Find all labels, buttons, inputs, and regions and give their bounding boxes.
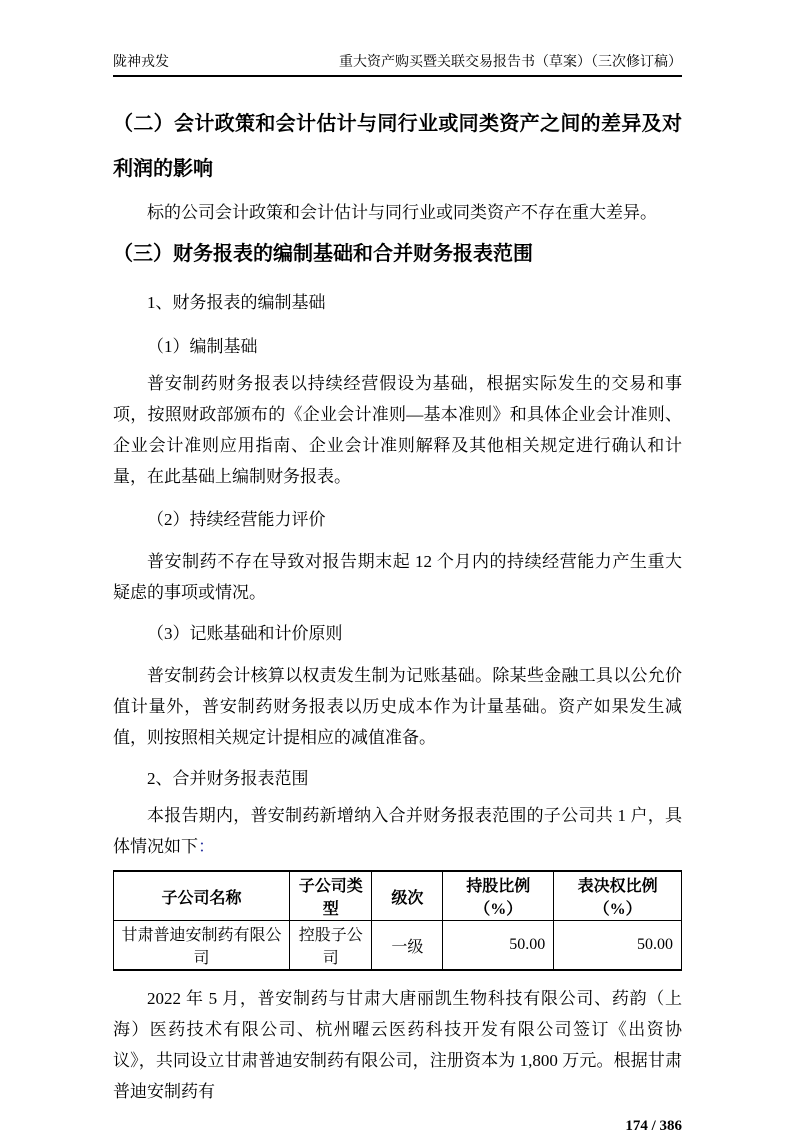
cell-voting-rights-ratio: 50.00	[554, 921, 682, 971]
item-heading-going-concern: （2）持续经营能力评价	[147, 510, 326, 529]
blue-colon: ：	[198, 837, 215, 856]
table-header-row	[114, 871, 682, 921]
col-header-subsidiary-type: 子公司类型	[290, 871, 372, 921]
cell-level: 一级	[372, 921, 443, 971]
subsection-heading-consolidation-scope: 2、合并财务报表范围	[147, 769, 309, 788]
header-document-title: 重大资产购买暨关联交易报告书（草案）（三次修订稿）	[339, 55, 682, 70]
col-header-subsidiary-name: 子公司名称	[114, 871, 290, 921]
cell-subsidiary-name: 甘肃普迪安制药有限公司	[114, 921, 290, 971]
header-company-name: 陇神戎发	[113, 55, 169, 70]
paragraph-going-concern: 普安制药不存在导致对报告期末起 12 个月内的持续经营能力产生重大疑虑的事项或情况。	[113, 552, 682, 602]
item-heading-bookkeeping-basis: （3）记账基础和计价原则	[147, 624, 343, 643]
paragraph-compilation-basis: 普安制药财务报表以持续经营假设为基础，根据实际发生的交易和事项，按照财政部颁布的《企业会计准则—基本准则》和具体企业会计准则、企业会计准则应用指南、企业会计准则解释及其他相关规定进行确认和计量，在此基础上编制财务报表。	[113, 374, 682, 486]
subsection-heading-preparation-basis: 1、财务报表的编制基础	[147, 293, 326, 312]
section-heading-accounting-differences: （二）会计政策和会计估计与同行业或同类资产之间的差异及对利润的影响	[113, 113, 682, 180]
running-header	[113, 54, 682, 77]
paragraph-consolidation-scope	[113, 800, 682, 862]
col-header-level: 级次	[372, 871, 443, 921]
paragraph-no-major-differences: 标的公司会计政策和会计估计与同行业或同类资产不存在重大差异。	[147, 203, 657, 222]
page-number: 174 / 386	[625, 1118, 682, 1134]
item-heading-compilation-basis: （1）编制基础	[147, 337, 258, 356]
col-header-voting-rights-ratio: 表决权比例（%）	[554, 871, 682, 921]
paragraph-consolidation-scope-text: 本报告期内，普安制药新增纳入合并财务报表范围的子公司共 1 户，具体情况如下	[113, 806, 682, 856]
subsidiary-table	[113, 870, 682, 971]
section-heading-preparation-basis-and-scope: （三）财务报表的编制基础和合并财务报表范围	[113, 243, 533, 265]
paragraph-establishment-2022: 2022 年 5 月，普安制药与甘肃大唐丽凯生物科技有限公司、药韵（上海）医药技术有限公司、杭州曜云医药科技开发有限公司签订《出资协议》，共同设立甘肃普迪安制药有限公司，注册资本为 1,800 万元。根据甘肃普迪安制药有	[113, 989, 682, 1101]
cell-shareholding-ratio: 50.00	[443, 921, 554, 971]
paragraph-bookkeeping-basis: 普安制药会计核算以权责发生制为记账基础。除某些金融工具以公允价值计量外，普安制药财务报表以历史成本作为计量基础。资产如果发生减值，则按照相关规定计提相应的减值准备。	[113, 666, 682, 747]
col-header-shareholding-ratio: 持股比例（%）	[443, 871, 554, 921]
table-row	[114, 921, 682, 971]
cell-subsidiary-type: 控股子公司	[290, 921, 372, 971]
